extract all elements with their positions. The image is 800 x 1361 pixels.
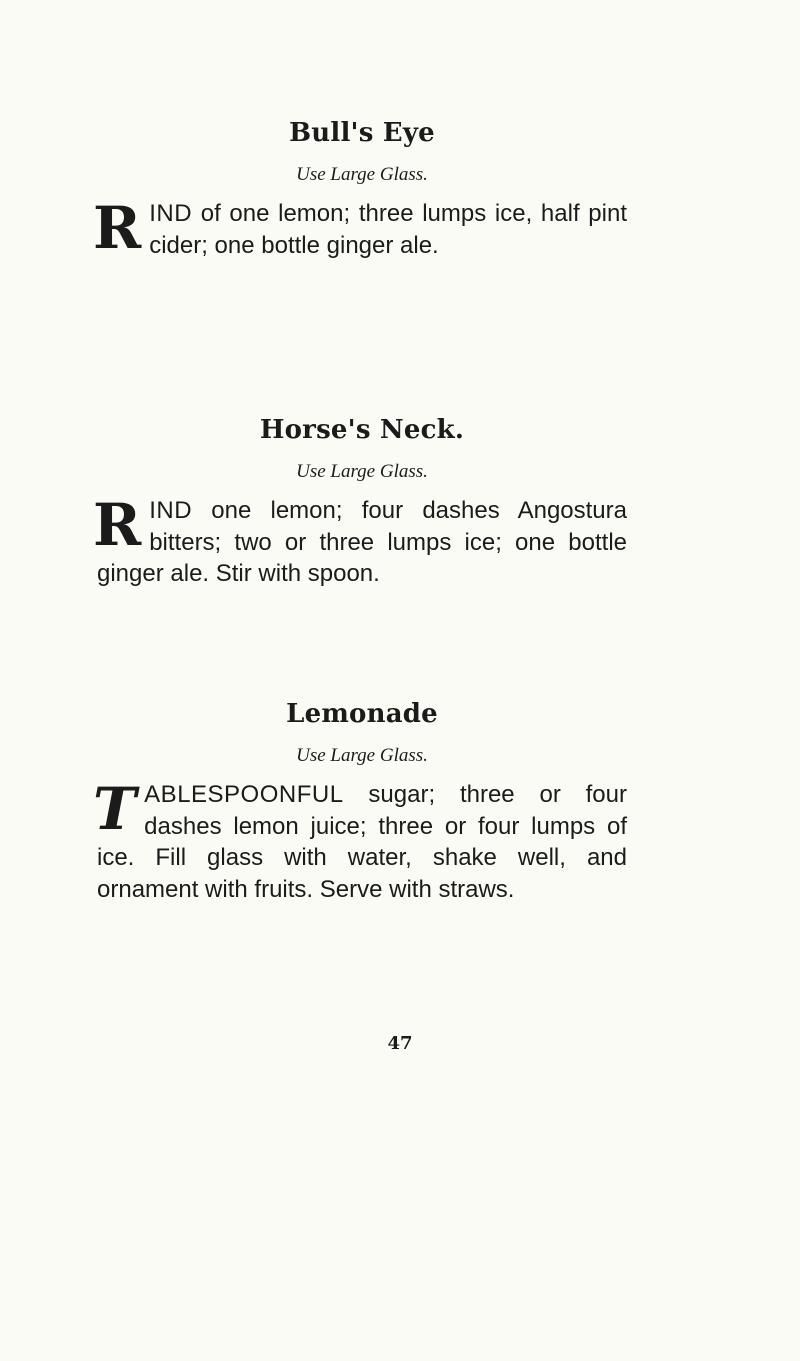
drop-cap: R [93, 194, 142, 262]
recipe-lead-word: IND [149, 497, 193, 524]
recipe-title: Horse's Neck. [259, 415, 465, 445]
recipe-lead-word: ABLESPOONFUL [144, 781, 344, 808]
recipe-lead-word: IND [149, 200, 193, 227]
recipe-body [93, 194, 627, 262]
recipe-subtitle: Use Large Glass. [296, 461, 428, 482]
recipe-text: of one lemon; three lumps ice, half pint cider; one bottle ginger ale. [149, 200, 627, 259]
recipe-bulls-eye [93, 116, 627, 262]
recipe-title: Lemonade [286, 699, 438, 729]
recipe-lemonade [93, 697, 627, 905]
page-number: 47 [387, 1033, 413, 1054]
recipe-subtitle: Use Large Glass. [296, 745, 428, 766]
recipe-body [93, 775, 627, 905]
drop-cap: R [93, 491, 142, 559]
recipe-horses-neck [93, 413, 627, 590]
recipe-subtitle: Use Large Glass. [296, 164, 428, 185]
recipe-text: sugar; three or four dashes lemon juice; three or four lumps of ice. Fill glass with water, shake well, and ornament with fruits. Serve with straws. [97, 781, 627, 903]
recipe-title: Bull's Eye [289, 118, 435, 148]
drop-cap: T [93, 775, 137, 843]
recipe-body [93, 491, 627, 590]
recipe-text: one lemon; four dashes Angostura bitters; two or three lumps ice; one bottle ginger ale. Stir with spoon. [97, 497, 627, 588]
